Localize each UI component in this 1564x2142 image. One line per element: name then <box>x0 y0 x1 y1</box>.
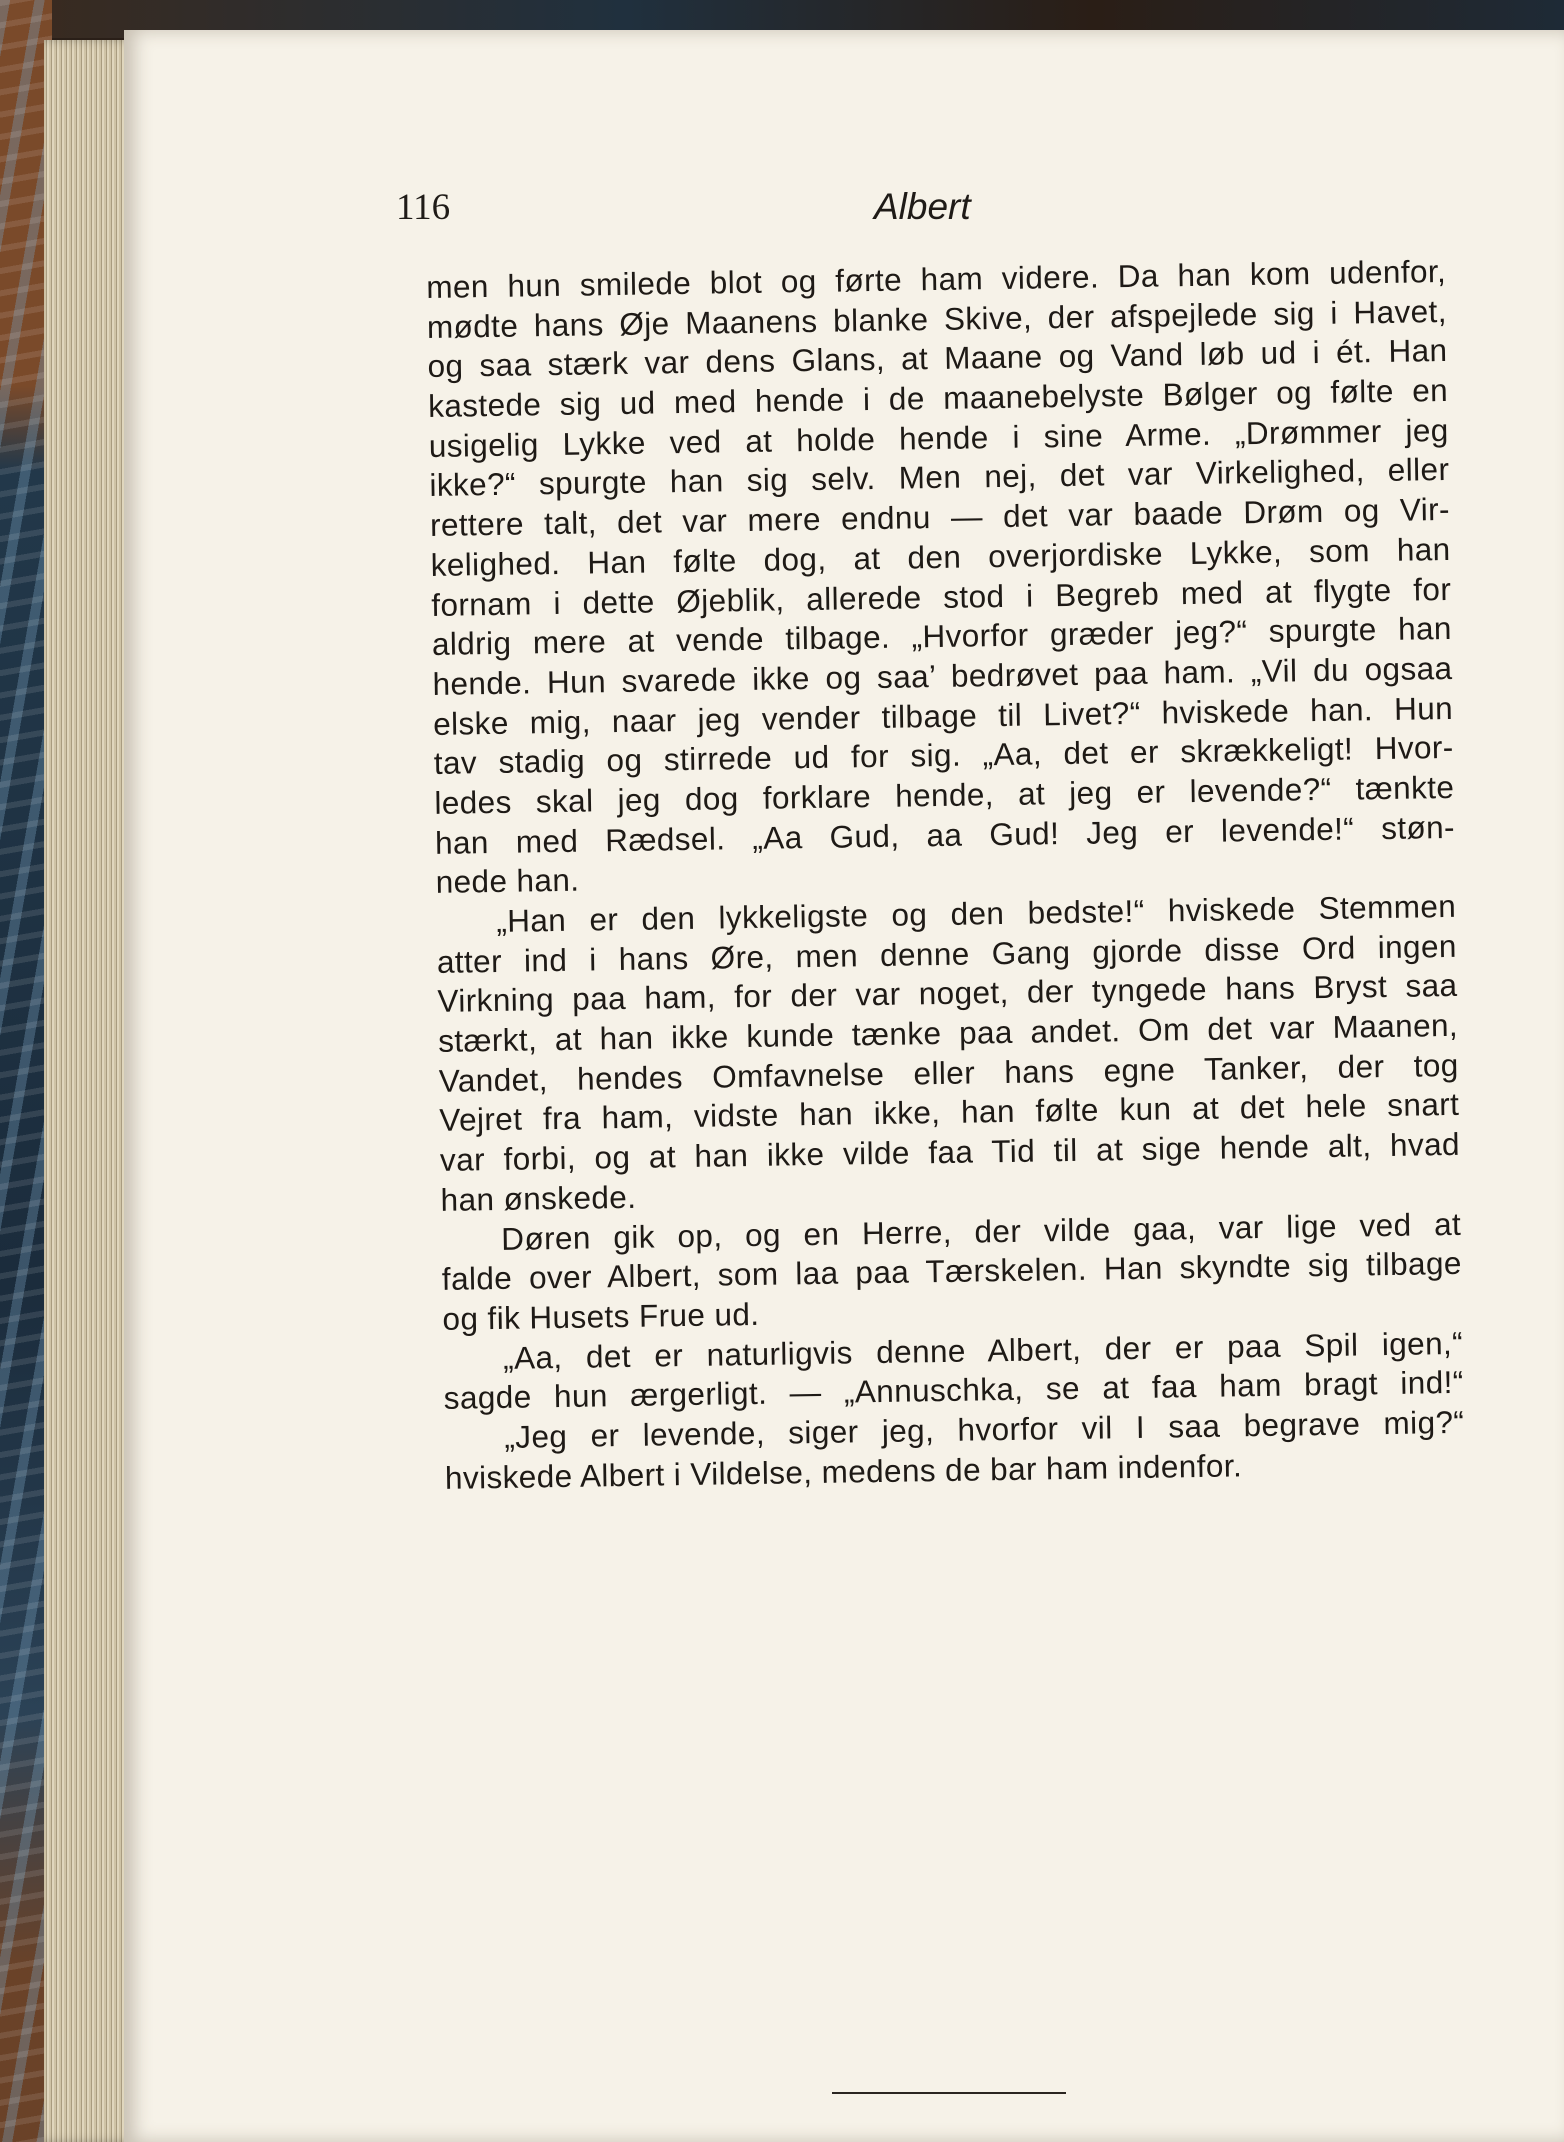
text-line: stærkt, at han ikke kunde tænke paa andet. Om det var Maanen, <box>437 1006 1459 1059</box>
text-line: rettere talt, det var mere endnu — det var baade Drøm og Vir- <box>429 491 1451 544</box>
text-line: kelighed. Han følte dog, at den overjordiske Lykke, som han <box>430 530 1451 583</box>
end-rule <box>832 2092 1066 2094</box>
text-line: „Han er den lykkeligste og den bedste!“ hviskede Stemmen <box>495 887 1457 939</box>
text-line: men hun smilede blot og førte ham videre. Da han kom udenfor, <box>426 252 1447 305</box>
text-line: fornam i dette Øjeblik, allerede stod i Begreb med at flygte for <box>431 570 1452 623</box>
text-line: kastede sig ud med hende i de maanebelyste Bølger og følte en <box>427 372 1449 425</box>
text-line: falde over Albert, som laa paa Tærskelen. Han skyndte sig tilbage <box>441 1245 1463 1298</box>
text-line: nede han. <box>435 861 580 901</box>
text-line: og saa stærk var dens Glans, at Maane og Vand løb ud i ét. Han <box>427 332 1448 385</box>
body-text <box>426 252 1465 1498</box>
text-line: hviskede Albert i Vildelse, medens de bar ham indenfor. <box>444 1446 1243 1496</box>
text-line: Virkning paa ham, for der var noget, der tyngede hans Bryst saa <box>437 967 1458 1020</box>
text-line: tav stadig og stirrede ud for sig. „Aa, det er skrækkeligt! Hvor- <box>433 729 1454 782</box>
page-number: 116 <box>396 187 451 228</box>
text-line: han ønskede. <box>440 1178 637 1218</box>
text-line: var forbi, og at han ikke vilde faa Tid til at sige hende alt, hvad <box>439 1125 1461 1179</box>
text-line: ledes skal jeg dog forklare hende, at jeg er levende?“ tænkte <box>434 768 1455 821</box>
text-line: elske mig, naar jeg vender tilbage til Livet?“ hviskede han. Hun <box>432 689 1454 742</box>
text-line: atter ind i hans Øre, men denne Gang gjorde disse Ord ingen <box>436 927 1458 980</box>
text-line: hende. Hun svarede ikke og saa’ bedrøvet paa ham. „Vil du ogsaa <box>432 649 1453 702</box>
text-line: Vejret fra ham, vidste han ikke, han følte kun at det hele snart <box>439 1086 1460 1139</box>
text-line: mødte hans Øje Maanens blanke Skive, der afspejlede sig i Havet, <box>426 292 1448 345</box>
text-line: „Aa, det er naturligvis denne Albert, der er paa Spil igen,“ <box>502 1324 1464 1376</box>
text-line: Døren gik op, og en Herre, der vilde gaa, var lige ved at <box>500 1205 1462 1257</box>
text-line: og fik Husets Frue ud. <box>442 1295 760 1337</box>
text-line: „Jeg er levende, siger jeg, hvorfor vil I saa begrave mig?“ <box>504 1403 1465 1455</box>
page-header <box>396 186 971 236</box>
text-line: aldrig mere at vende tilbage. „Hvorfor græder jeg?“ spurgte han <box>431 610 1453 663</box>
text-line: Vandet, hendes Omfavnelse eller hans egne Tanker, der tog <box>438 1046 1459 1099</box>
running-title: Albert <box>874 186 971 227</box>
text-line: sagde hun ærgerligt. — „Annuschka, se at faa ham bragt ind!“ <box>443 1364 1464 1417</box>
text-line: ikke?“ spurgte han sig selv. Men nej, det var Virkelighed, eller <box>429 451 1450 504</box>
text-line: usigelig Lykke ved at holde hende i sine Arme. „Drømmer jeg <box>428 411 1449 464</box>
text-line: han med Rædsel. „Aa Gud, aa Gud! Jeg er levende!“ støn- <box>434 808 1456 861</box>
